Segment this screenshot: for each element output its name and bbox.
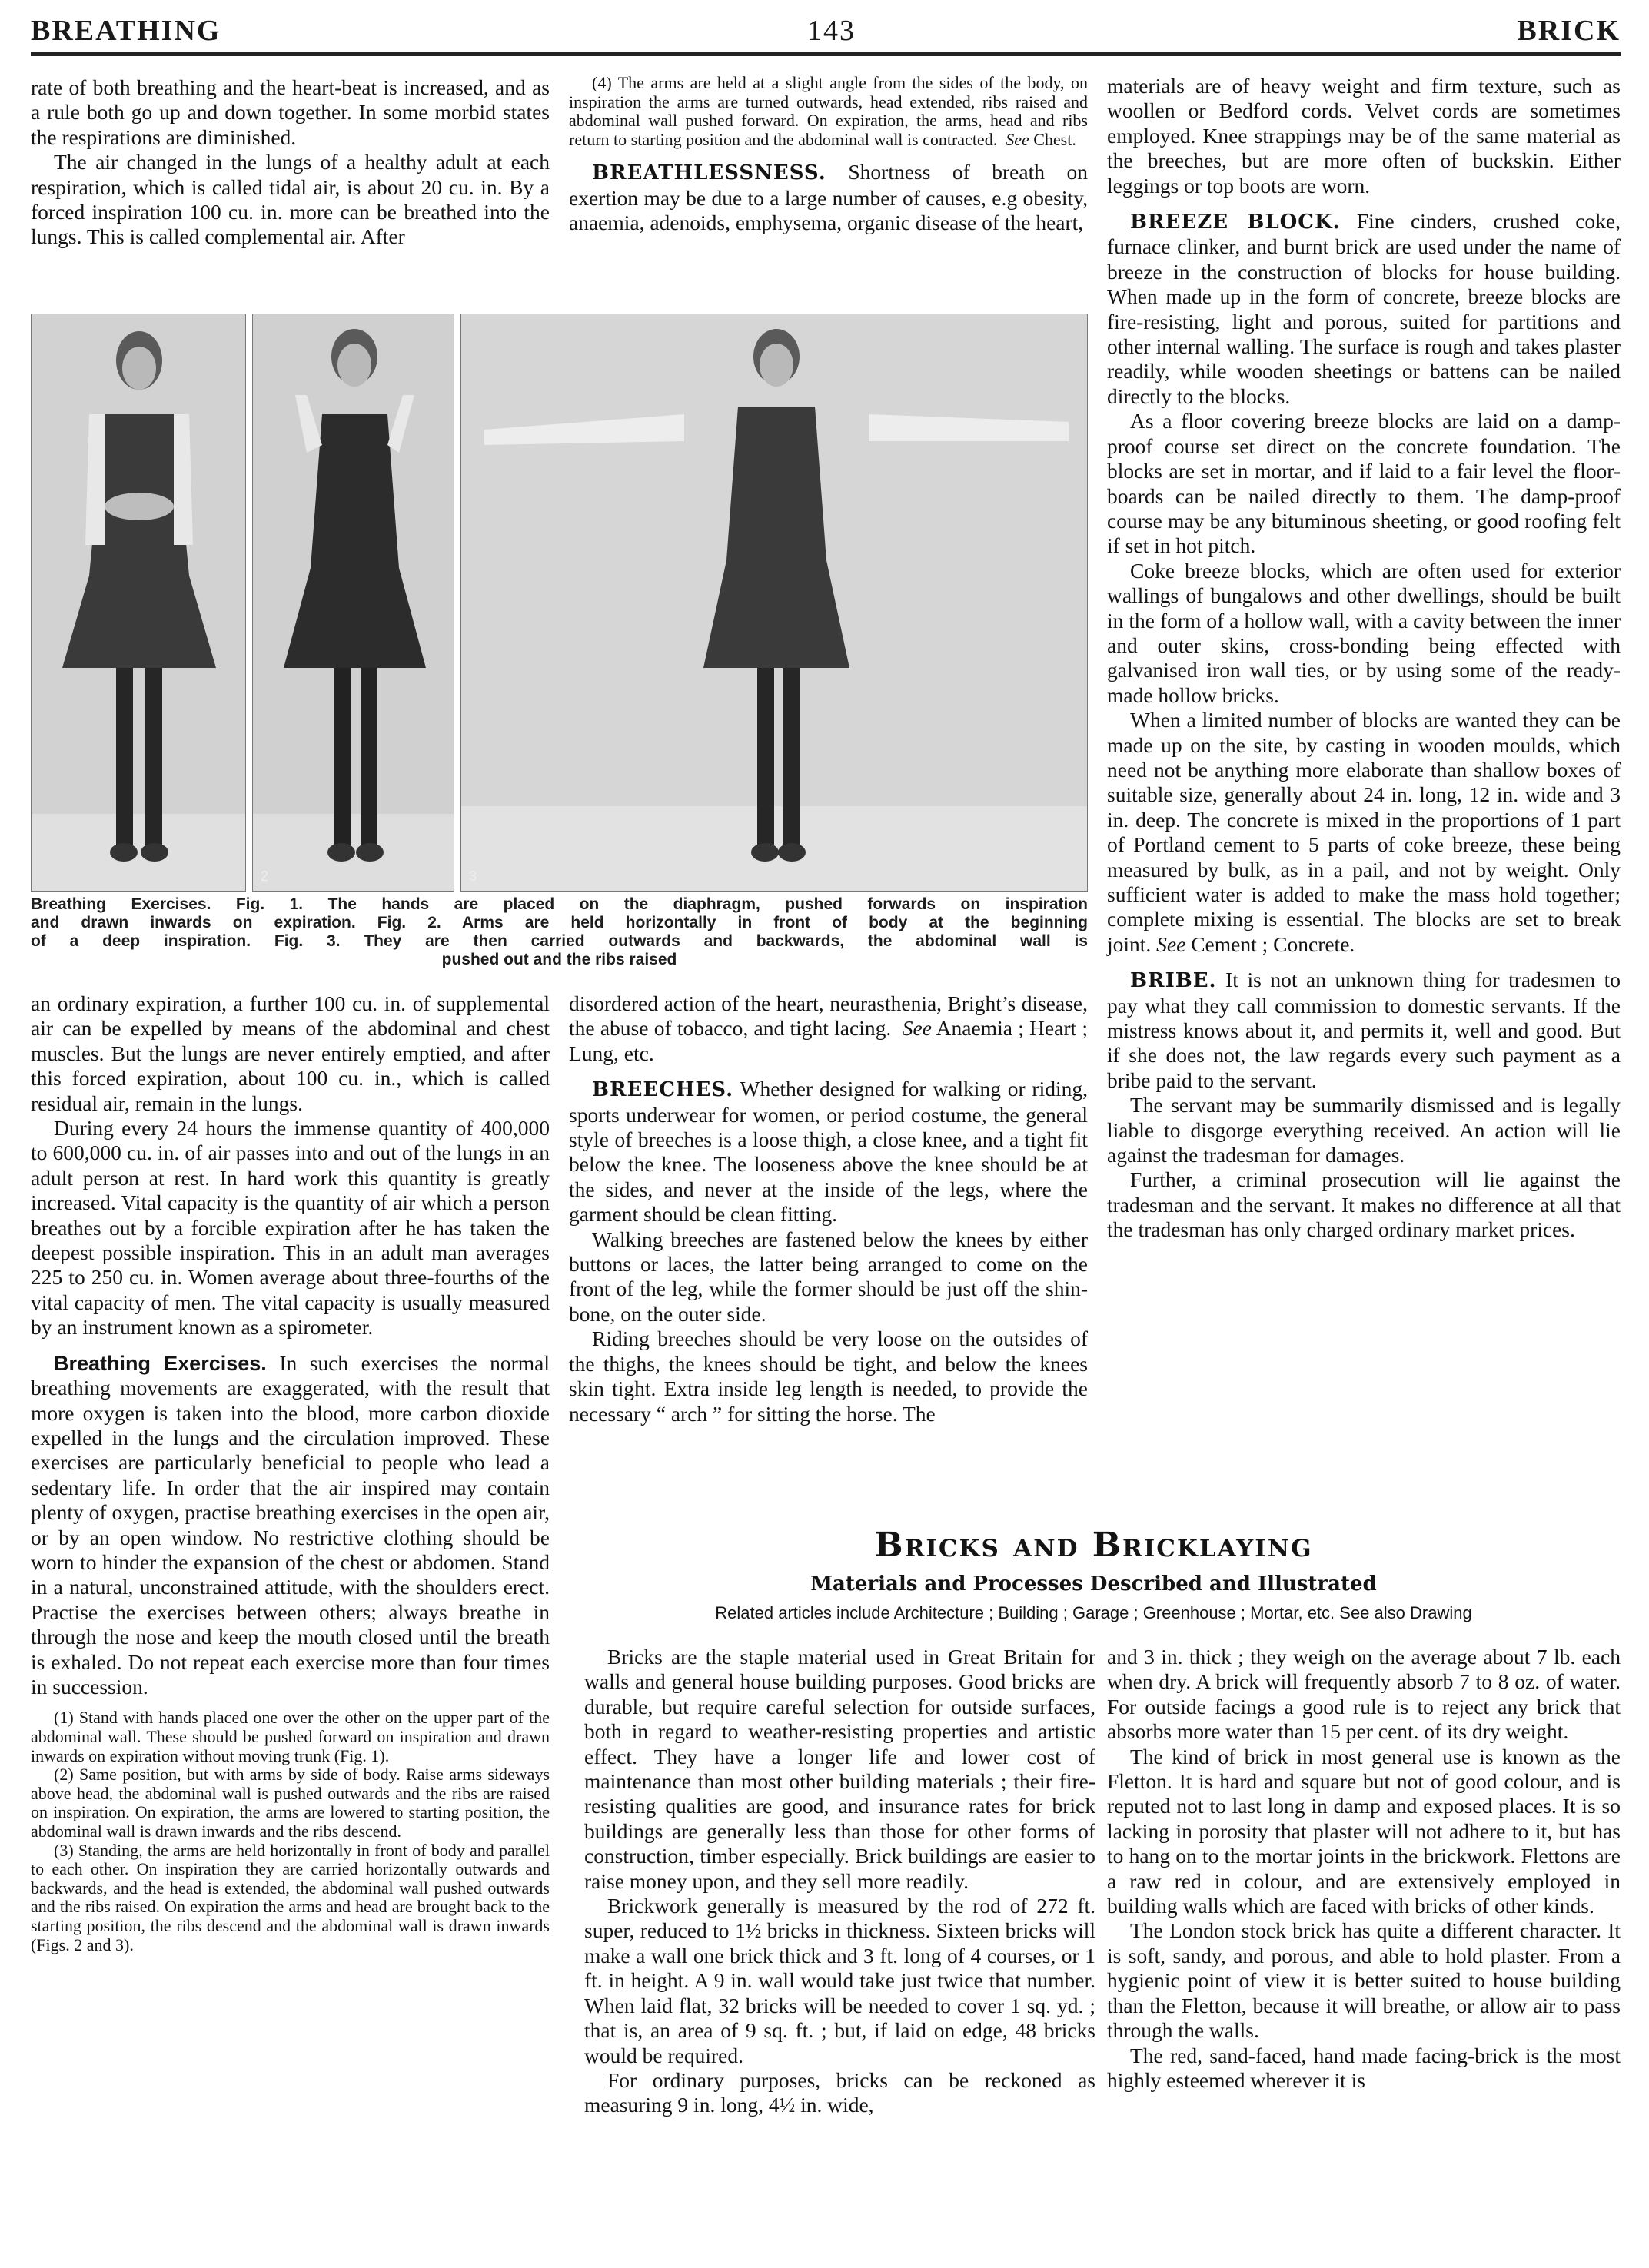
paragraph: The servant may be summarily dismissed and is legally liable to disgorge everything received. An action will lie against the tradesman for damages. bbox=[1107, 1093, 1621, 1167]
running-header bbox=[31, 11, 1621, 54]
figure-2-photo bbox=[252, 314, 454, 892]
exercise-step: (3) Standing, the arms are held horizontally in front of body and parallel to each other. On inspiration they are carried horizontally outwards and backwards, and the head is extended, the abdominal wall pushed outwards and the ribs raised. On expiration the arms and head are brought back to the starting position, the ribs descend and the abdominal wall is drawn inwards (Figs. 2 and 3). bbox=[31, 1840, 550, 1954]
entry-text: Shortness of breath on exertion may be due to a large number of causes, e.g obesity, anaemia, adenoids, emphysema, organic disease of the heart, bbox=[569, 160, 1089, 235]
figure-number: 3 bbox=[469, 868, 477, 884]
paragraph bbox=[569, 991, 1088, 1066]
paragraph: rate of both breathing and the heart-beat is increased, and as a rule both go up and down together. In some morbid states the respirations are diminished. bbox=[31, 75, 550, 149]
entry-text: It is not an unknown thing for tradesmen to pay what they call commission to domestic servants. If the mistress knows about it, and permits it, well and good. But if she does not, the law regards every such payment as a bribe paid to the servant. bbox=[1107, 968, 1621, 1092]
entry-text: Whether designed for walking or riding, sports underwear for women, or period costume, the general style of breeches is a loose thigh, a close knee, and a tight fit below the knee. The looseness above the knee should be at the sides, and never at the inside of the legs, where the garment should be clean fitting. bbox=[569, 1077, 1088, 1227]
woman-arms-outstretched-figure-icon bbox=[461, 314, 1088, 892]
column-3 bbox=[1107, 74, 1621, 1243]
see-label: See bbox=[1006, 129, 1029, 149]
paragraph: For ordinary purposes, bricks can be reckoned as measuring 9 in. long, 4½ in. wide, bbox=[584, 2067, 1095, 2117]
see-label: See bbox=[1156, 931, 1186, 956]
caption-line: Breathing Exercises. Fig. 1. The hands are placed on the diaphragm, pushed forwards on inspiration bbox=[31, 895, 1088, 913]
entry-heading: BRIBE. bbox=[1130, 969, 1217, 993]
paragraph: Riding breeches should be very loose on the outsides of the thighs, the knees should be tight, and below the knees skin tight. Extra inside leg length is needed, to provide the necessary “ arch ” for sitting the horse. The bbox=[569, 1327, 1088, 1426]
paragraph: The kind of brick in most general use is known as the Fletton. It is hard and square but not of good colour, and is reputed not to last long in damp and exposed places. It is so lacking in porosity that plaster will not adhere to it, but has to hang on to the mortar joints in the brickwork. Flettons are a raw red in colour, and are extensively employed in building walls which are faced with bricks of other kinds. bbox=[1107, 1744, 1621, 1918]
figure-1-photo bbox=[31, 314, 246, 892]
cross-reference-link[interactable]: Chest. bbox=[1033, 129, 1076, 149]
bricks-column-right bbox=[1107, 1645, 1621, 2093]
exercise-steps bbox=[31, 1708, 550, 1954]
entry-breeches bbox=[569, 1077, 1088, 1227]
entry-heading: BREEZE BLOCK. bbox=[1130, 211, 1341, 234]
paragraph-text: disordered action of the heart, neurasthenia, Bright’s disease, the abuse of tobacco, and tight lacing. bbox=[569, 991, 1088, 1041]
paragraph: Bricks are the staple material used in Great Britain for walls and general house building purposes. Good bricks are durable, but require careful selection for outside surfaces, both in regard to weather-resisting properties and artistic effect. They have a longer life and lower cost of maintenance than most other building materials ; their fire-resisting qualities are good, and insurance rates for brick buildings are generally less than those for other forms of construction, timber especially. Brick buildings are easier to raise money upon, and they sell more readily. bbox=[584, 1645, 1095, 1893]
paragraph: and 3 in. thick ; they weigh on the average about 7 lb. each when dry. A brick will frequently absorb 7 to 8 oz. of water. For outside facings a good rule is to reject any brick that absorbs more water than 15 per cent. of its dry weight. bbox=[1107, 1645, 1621, 1744]
column-1-top bbox=[31, 75, 550, 250]
exercise-step: (1) Stand with hands placed one over the other on the upper part of the abdominal wall. These should be pushed forward on inspiration and drawn inwards on expiration without moving trunk (Fig. 1). bbox=[31, 1708, 550, 1765]
paragraph: materials are of heavy weight and firm texture, such as woollen or Bedford cords. Velvet cords are sometimes employed. Knee strappings may be of the same material as the breeches, but are more often of buckskin. Either leggings or top boots are worn. bbox=[1107, 74, 1621, 198]
header-right-word: BRICK bbox=[1517, 15, 1621, 47]
page-number: 143 bbox=[807, 15, 856, 47]
entry-breathlessness bbox=[569, 160, 1088, 235]
paragraph-text: When a limited number of blocks are wanted they can be made up on the site, by casting in wooden moulds, which need not be anything more elaborate than shallow boxes of suitable size, generally about 24 in. long, 12 in. wide and 3 in. deep. The concrete is mixed in the proportions of 1 part of Portland cement to 5 parts of coke breeze, these being measured by bulk, as in a pail, and not by weight. Only sufficient water is added to make the mass hold together; complete mixing is essential. The blocks are set to break joint. bbox=[1107, 708, 1621, 956]
entry-breeze-block bbox=[1107, 209, 1621, 409]
cross-reference-link[interactable]: Anaemia ; Heart ; Lung, etc. bbox=[569, 1016, 1089, 1065]
bricks-column-left bbox=[584, 1645, 1095, 2118]
caption-line: of a deep inspiration. Fig. 3. They are then carried outwards and backwards, the abdominal wall is bbox=[31, 932, 1088, 950]
paragraph: The red, sand-faced, hand made facing-brick is the most highly esteemed wherever it is bbox=[1107, 2043, 1621, 2092]
entry-heading: BREATHLESSNESS. bbox=[592, 161, 826, 185]
paragraph: The London stock brick has quite a different character. It is soft, sandy, and porous, and able to hold plaster. From a hygienic point of view it is better suited to house building than the Fletton, because it will breathe, or allow air to pass through the walls. bbox=[1107, 1918, 1621, 2043]
paragraph: Further, a criminal prosecution will lie against the tradesman and the servant. It makes no difference at all that the tradesman has only charged ordinary market prices. bbox=[1107, 1167, 1621, 1242]
paragraph-text: In such exercises the normal breathing movements are exaggerated, with the result that more oxygen is taken into the blood, more carbon dioxide expelled in the lungs and the circulation improved. These exercises are particularly beneficial to people who lead a sedentary life. In order that the air inspired may contain plenty of oxygen, practise breathing exercises in the open air, or by an open window. No restrictive clothing should be worn to hinder the expansion of the chest or abdomen. Stand in a natural, unconstrained attitude, with the shoulders erect. Practise the exercises between others; always breathe in through the nose and keep the mouth closed until the breath is exhaled. Do not repeat each exercise more than four times in succession. bbox=[31, 1350, 550, 1699]
paragraph bbox=[1107, 708, 1621, 957]
column-2-bottom bbox=[569, 991, 1088, 1426]
entry-bribe bbox=[1107, 968, 1621, 1093]
figure-3-photo bbox=[460, 314, 1088, 892]
breathing-exercise-photos bbox=[31, 314, 1088, 892]
section-heading-bricks bbox=[569, 1526, 1618, 1623]
exercise-4-text: (4) The arms are held at a slight angle from the sides of the body, on inspiration the arms are turned outwards, head extended, ribs raised and abdominal wall pushed forward. On expiration, the arms, head and ribs return to starting position and the abdominal wall is contracted. bbox=[569, 73, 1088, 149]
section-subtitle: Materials and Processes Described and Illustrated bbox=[810, 1572, 1377, 1596]
paragraph: an ordinary expiration, a further 100 cu. in. of supplemental air can be expelled by means of the abdominal and chest muscles. But the lungs are never entirely emptied, and after this forced expiration, about 100 cu. in., which is called residual air, remain in the lungs. bbox=[31, 991, 550, 1115]
column-2-top bbox=[569, 74, 1088, 236]
section-title: Bricks and Bricklaying bbox=[874, 1526, 1313, 1565]
header-left-word: BREATHING bbox=[31, 15, 221, 47]
caption-line: and drawn inwards on expiration. Fig. 2. Arms are held horizontally in front of body at the beginning bbox=[31, 914, 1088, 931]
entry-breathing-exercises bbox=[31, 1351, 550, 1700]
cross-reference-link[interactable]: Cement ; Concrete. bbox=[1191, 931, 1355, 956]
exercise-step: (2) Same position, but with arms by side of body. Raise arms sideways above head, the abdominal wall is pushed outwards and the ribs are raised on inspiration. On expiration, the arms are lowered to starting position, the abdominal wall is drawn inwards and the ribs descend. bbox=[31, 1765, 550, 1841]
paragraph: As a floor covering breeze blocks are laid on a damp-proof course set direct on the concrete foundation. The blocks are set in mortar, and if laid to a fair level the floor-boards can be nailed directly to them. The damp-proof course may be any bituminous sheeting, or good roofing felt if set in hot pitch. bbox=[1107, 409, 1621, 558]
related-articles: Related articles include Architecture ; Building ; Garage ; Greenhouse ; Mortar, etc. See also Drawing bbox=[715, 1603, 1472, 1622]
paragraph: Brickwork generally is measured by the rod of 272 ft. super, reduced to 1½ bricks in thickness. Sixteen bricks will make a wall one brick thick and 3 ft. long of 4 courses, or 1 ft. in height. A 9 in. wall would take just twice that number. When laid flat, 32 bricks will be needed to cover 1 sq. yd. ; that is, an area of 9 sq. ft. ; but, if laid on edge, 48 bricks would be required. bbox=[584, 1894, 1095, 2067]
entry-heading: BREECHES. bbox=[592, 1078, 734, 1102]
paragraph: The air changed in the lungs of a healthy adult at each respiration, which is called tidal air, is about 20 cu. in. By a forced inspiration 100 cu. in. more can be breathed into the lungs. This is called complemental air. After bbox=[31, 150, 550, 249]
exercise-4-note bbox=[569, 74, 1088, 149]
figure-number: 2 bbox=[261, 868, 269, 884]
woman-arms-forward-figure-icon bbox=[253, 314, 454, 892]
entry-text: Fine cinders, crushed coke, furnace clinker, and burnt brick are used under the name of breeze in the construction of blocks for house building. When made up in the form of concrete, breeze blocks are fire-resisting, light and porous, suited for partitions and other internal walling. The surface is rough and takes plaster readily, while wooden sheetings or battens can be nailed directly to the blocks. bbox=[1107, 209, 1621, 408]
paragraph: During every 24 hours the immense quantity of 400,000 to 600,000 cu. in. of air passes into and out of the lungs in an adult person at rest. In hard work this quantity is greatly increased. Vital capacity is the quantity of air which a person breathes out by a forcible expiration after he has taken the deepest possible inspiration. This in an adult man averages 225 to 250 cu. in. Women average about three-fourths of the vital capacity of men. The vital capacity is usually measured by an instrument known as a spirometer. bbox=[31, 1116, 550, 1340]
subsection-heading: Breathing Exercises. bbox=[54, 1351, 267, 1375]
column-1-bottom bbox=[31, 991, 550, 1954]
header-rule bbox=[31, 52, 1621, 56]
figure-caption bbox=[31, 895, 1088, 969]
paragraph: Coke breeze blocks, which are often used for exterior wallings of bungalows and other dwellings, should be built in the form of a hollow wall, with a cavity between the inner and outer skins, cross-bonding being effected with galvanised iron wall ties, or by using some of the ready-made hollow bricks. bbox=[1107, 558, 1621, 707]
see-label: See bbox=[902, 1016, 932, 1041]
woman-figure-icon bbox=[32, 314, 246, 892]
caption-line: pushed out and the ribs raised bbox=[441, 951, 677, 968]
paragraph: Walking breeches are fastened below the knees by either buttons or laces, the latter being arranged to come on the front of the leg, while the former should be just off the shin-bone, on the outer side. bbox=[569, 1227, 1088, 1326]
